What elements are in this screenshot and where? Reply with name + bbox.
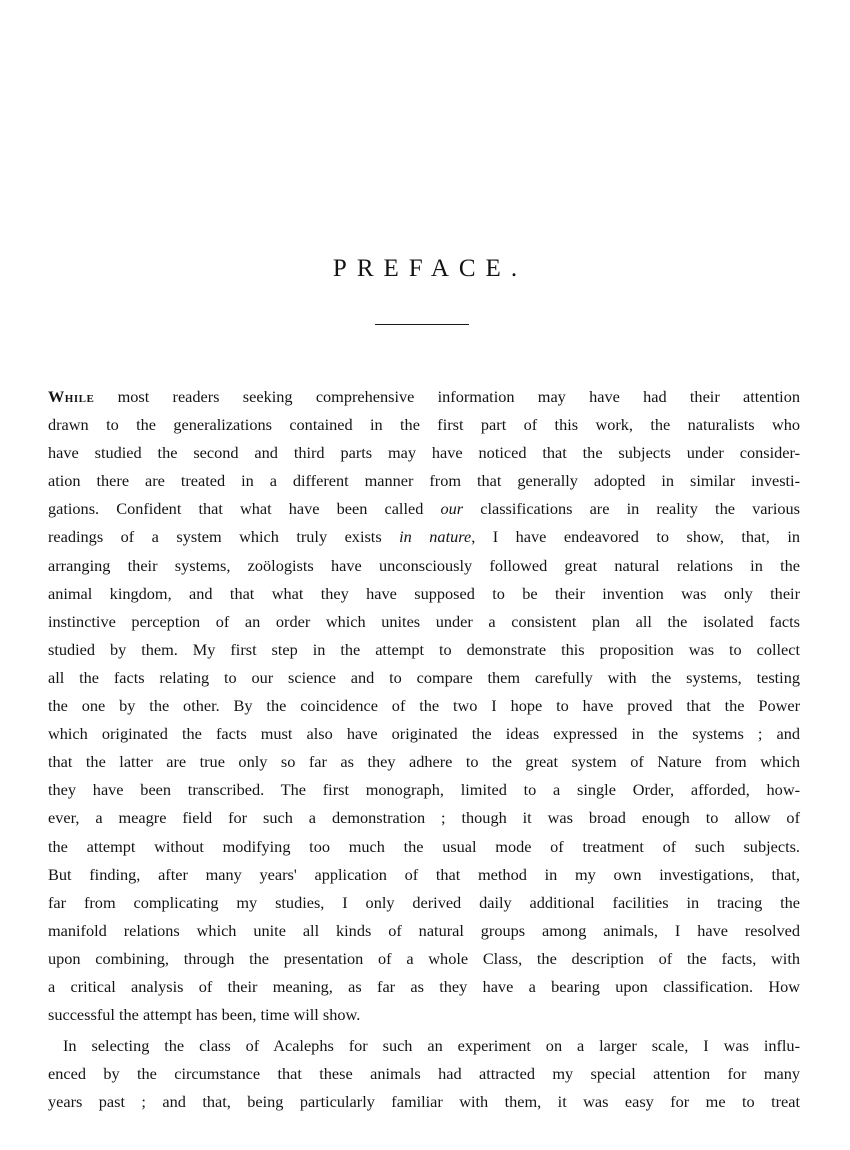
text-line [48, 861, 800, 889]
text-line [48, 383, 800, 411]
text-line [48, 889, 800, 917]
line-text: drawn to the generalizations contained in the first part of this work, the naturalists who [48, 415, 800, 435]
line-text: gations. Confident that what have been called our classifications are in reality the various [48, 499, 800, 519]
text-line [48, 552, 800, 580]
line-text: all the facts relating to our science and to compare them carefully with the systems, testing [48, 667, 800, 687]
line-text: have studied the second and third parts may have noticed that the subjects under consider- [48, 443, 800, 463]
text-line [48, 523, 800, 551]
text-line [48, 776, 800, 804]
line-text: In selecting the class of Acalephs for such an experiment on a larger scale, I was influ- [63, 1036, 800, 1056]
line-text: far from complicating my studies, I only derived daily additional facilities in tracing the [48, 892, 800, 912]
text-line [48, 833, 800, 861]
preface-body [48, 383, 800, 1116]
line-text: that the latter are true only so far as they adhere to the great system of Nature from which [48, 752, 800, 772]
line-text: animal kingdom, and that what they have supposed to be their invention was only their [48, 583, 800, 603]
text-line [48, 1088, 800, 1116]
line-text: they have been transcribed. The first monograph, limited to a single Order, afforded, how- [48, 780, 800, 800]
line-text: studied by them. My first step in the attempt to demonstrate this proposition was to collect [48, 639, 800, 659]
text-line [48, 748, 800, 776]
text-line [48, 1032, 800, 1060]
text-line [48, 945, 800, 973]
text-line [48, 720, 800, 748]
text-line [48, 1001, 800, 1029]
line-text: the one by the other. By the coincidence of the two I hope to have proved that the Power [48, 696, 800, 716]
line-text: successful the attempt has been, time will show. [48, 1005, 361, 1025]
line-text: But finding, after many years' application of that method in my own investigations, that, [48, 864, 800, 884]
text-line [48, 917, 800, 945]
text-line [48, 804, 800, 832]
line-text: manifold relations which unite all kinds of natural groups among animals, I have resolved [48, 920, 800, 940]
text-line [48, 439, 800, 467]
line-text: ation there are treated in a different manner from that generally adopted in similar investi- [48, 471, 800, 491]
line-text: upon combining, through the presentation of a whole Class, the description of the facts, with [48, 948, 800, 968]
text-line [48, 664, 800, 692]
text-line [48, 973, 800, 1001]
text-line [48, 692, 800, 720]
line-text: which originated the facts must also have originated the ideas expressed in the systems ; and [48, 724, 800, 744]
text-line [48, 467, 800, 495]
line-text: most readers seeking comprehensive information may have had their attention [94, 387, 800, 406]
line-text: the attempt without modifying too much the usual mode of treatment of such subjects. [48, 836, 800, 856]
text-line [48, 580, 800, 608]
title-rule [375, 324, 469, 325]
paragraph [48, 1032, 800, 1116]
text-line [48, 1060, 800, 1088]
line-text: arranging their systems, zoölogists have unconsciously followed great natural relations in the [48, 555, 800, 575]
paragraph [48, 383, 800, 1029]
line-text: instinctive perception of an order which unites under a consistent plan all the isolated facts [48, 611, 800, 631]
line-text: a critical analysis of their meaning, as far as they have a bearing upon classification. How [48, 976, 800, 996]
text-line [48, 608, 800, 636]
line-text: enced by the circumstance that these animals had attracted my special attention for many [48, 1064, 800, 1084]
line-text: ever, a meagre field for such a demonstration ; though it was broad enough to allow of [48, 808, 800, 828]
line-text: years past ; and that, being particularly familiar with them, it was easy for me to treat [48, 1092, 800, 1112]
page-title: PREFACE. [332, 254, 528, 282]
drop-word: While [48, 387, 95, 406]
text-line [48, 495, 800, 523]
text-line [48, 411, 800, 439]
text-line [48, 636, 800, 664]
line-text: readings of a system which truly exists in nature, I have endeavored to show, that, in [48, 527, 800, 547]
